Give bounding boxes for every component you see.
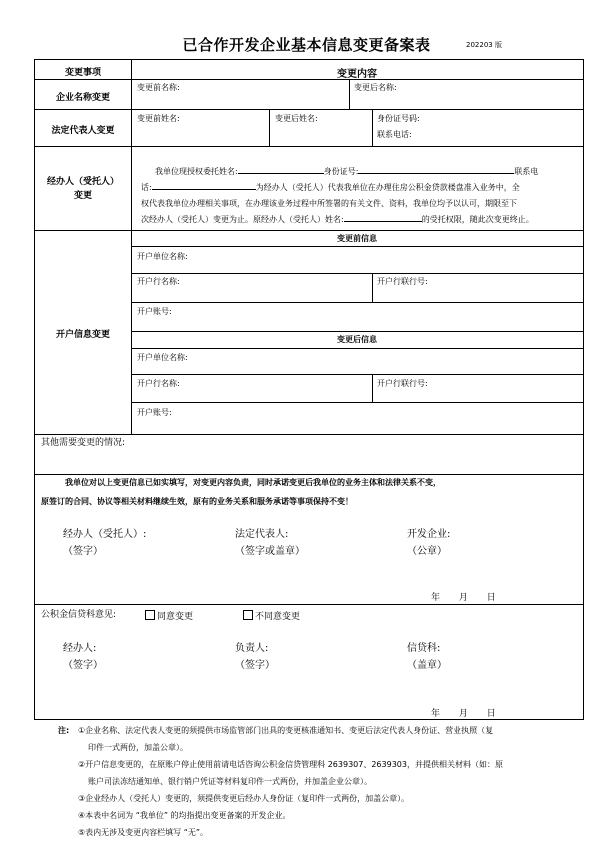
checkbox-icon: [145, 610, 155, 620]
notes-section: [46, 722, 586, 841]
agent-authorization-text: 我单位现授权委托姓名: 身份证号: 联系电 话: 为经办人（受托人）代表我单位在办理住房公积金贷款楼盘准入业务中，全 权代表我单位办理相关事项，在办理该业务过程中所签署的有关文件、资料，我单位均予以认可，期限至下 次经办人（受托人）变更为止。原经办人（受托人）姓名: 的受托权限，随此次变更终止。: [141, 164, 579, 228]
page-title: 已合作开发企业基本信息变更备案表: [182, 36, 431, 54]
after-info-title: 变更后信息: [337, 335, 377, 344]
company-seal[interactable]: 开发企业: （公章）: [407, 529, 451, 557]
leader-signature[interactable]: 负责人: （签字）: [235, 643, 275, 671]
row-label-account-change: 开户信息变更: [55, 330, 110, 340]
name-after-field[interactable]: 变更后名称:: [354, 83, 397, 92]
agent-name-blank[interactable]: [238, 164, 324, 174]
note-2: ②开户信息变更的，在原账户停止使用前请电话咨询公积金信贷管理科 2639307、2639303，并提供相关材料（如：原: [78, 760, 503, 769]
credit-opinion-label: 公积金信贷科意见:: [41, 610, 117, 620]
credit-agent-signature[interactable]: 经办人: （签字）: [63, 643, 103, 671]
agree-checkbox[interactable]: 同意变更: [145, 610, 193, 622]
sign-date-1: 年 月 日: [431, 593, 496, 603]
row-label-agent-change: 经办人（受托人） 变更: [46, 177, 119, 201]
before-bank-name-field[interactable]: 开户行名称:: [137, 277, 180, 286]
name-before-field[interactable]: 变更前名称:: [137, 83, 180, 92]
after-unit-name-field[interactable]: 开户单位名称:: [137, 353, 188, 362]
notes-heading: 注:: [58, 726, 70, 735]
row-label-name-change: 企业名称变更: [55, 93, 110, 103]
agent-phone-blank[interactable]: [152, 180, 256, 190]
former-agent-name-blank[interactable]: [344, 212, 422, 222]
declaration-line-1: 我单位对以上变更信息已如实填写，对变更内容负责，同时承诺变更后我单位的业务主体和法律关系不变，: [65, 478, 441, 487]
before-account-no-field[interactable]: 开户账号:: [137, 307, 172, 316]
change-record-form: [34, 59, 584, 720]
credit-dept-seal[interactable]: 信贷科: （盖章）: [407, 643, 447, 671]
note-1: ①企业名称、法定代表人变更的须提供市场监管部门出具的变更核准通知书、变更后法定代表人身份证、营业执照（复: [78, 726, 494, 735]
column-header-content: 变更内容: [337, 69, 377, 80]
note-2-cont: 账户司法冻结通知单、银行销户凭证等材料复印件一式两份，并加盖企业公章）。: [88, 777, 372, 786]
legal-id-field[interactable]: 身份证号码:: [377, 114, 420, 123]
agent-id-blank[interactable]: [358, 164, 514, 174]
after-bank-name-field[interactable]: 开户行名称:: [137, 379, 180, 388]
form-version: 202203 版: [466, 41, 502, 49]
before-unit-name-field[interactable]: 开户单位名称:: [137, 252, 188, 261]
checkbox-icon: [243, 610, 253, 620]
note-5: ⑤表内无涉及变更内容栏填写 “无”。: [78, 828, 209, 837]
other-changes-field[interactable]: 其他需要变更的情况:: [41, 438, 126, 448]
legal-signature[interactable]: 法定代表人: （签字或盖章）: [235, 529, 305, 557]
agent-signature[interactable]: 经办人（受托人）: （签字）: [63, 529, 147, 557]
note-4: ④本表中名词为 “我单位” 的均指提出变更备案的开发企业。: [78, 811, 291, 820]
legal-phone-field[interactable]: 联系电话:: [377, 130, 412, 139]
legal-before-field[interactable]: 变更前姓名:: [137, 114, 180, 123]
column-header-item: 变更事项: [64, 68, 101, 78]
declaration-line-2: 原签订的合同、协议等相关材料继续生效，原有的业务关系和服务承诺等事项保持不变！: [41, 497, 353, 506]
note-1-cont: 印件一式两份，加盖公章）。: [88, 743, 188, 752]
legal-after-field[interactable]: 变更后姓名:: [275, 114, 318, 123]
row-label-legal-change: 法定代表人变更: [51, 126, 115, 136]
sign-date-2: 年 月 日: [431, 709, 496, 719]
after-bank-no-field[interactable]: 开户行联行号:: [377, 379, 428, 388]
before-bank-no-field[interactable]: 开户行联行号:: [377, 277, 428, 286]
after-account-no-field[interactable]: 开户账号:: [137, 408, 172, 417]
note-3: ③企业经办人（受托人）变更的，须提供变更后经办人身份证（复印件一式两份，加盖公章）。: [78, 794, 410, 803]
disagree-checkbox[interactable]: 不同意变更: [243, 610, 300, 622]
before-info-title: 变更前信息: [337, 234, 377, 243]
